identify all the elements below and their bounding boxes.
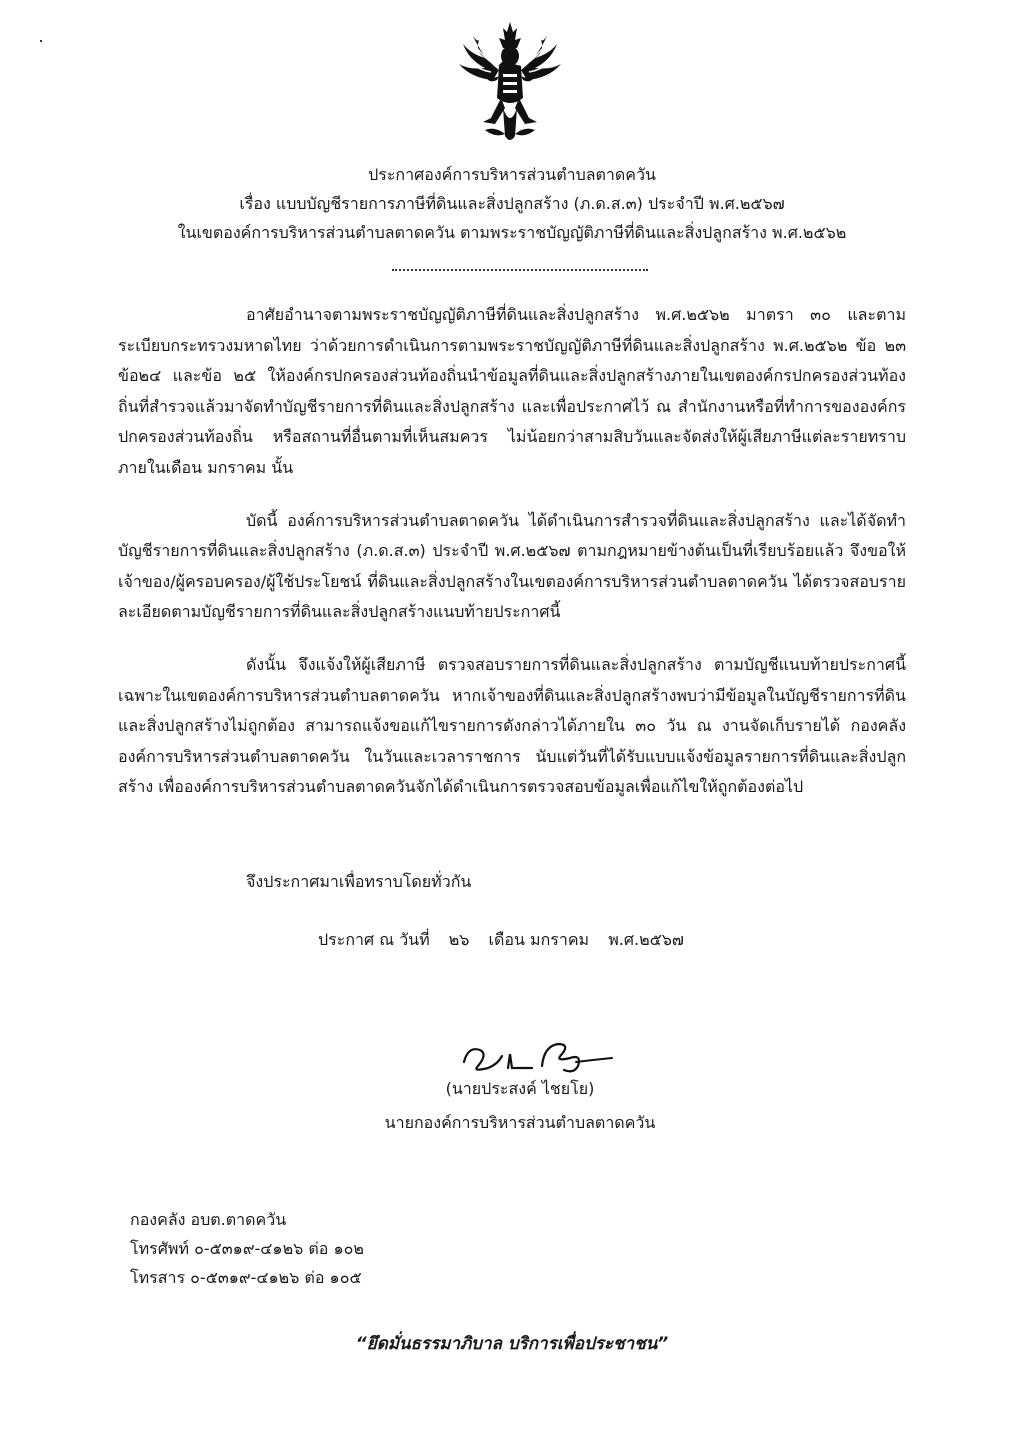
- contact-block: [130, 1205, 364, 1292]
- announcement-body: [118, 300, 906, 825]
- slogan: “ยึดมั่นธรรมาภิบาล บริการเพื่อประชาชน”: [355, 1334, 669, 1354]
- body-paragraph-3: ดังนั้น จึงแจ้งให้ผู้เสียภาษี ตรวจสอบรายการที่ดินและสิ่งปลูกสร้าง ตามบัญชีแนบท้ายประกาศนี้ เฉพาะในเขตองค์การบริหารส่วนตำบลตาดควัน หากเจ้าของที่ดินและสิ่งปลูกสร้างพบว่ามีข้อมูลในบัญชีรายการที่ดินและสิ่งปลูกสร้างไม่ถูกต้อง สามารถแจ้งขอแก้ไขรายการดังกล่าวได้ภายใน ๓๐ วัน ณ งานจัดเก็บรายได้ กองคลัง องค์การบริหารส่วนตำบลตาดควัน ในวันและเวลาราชการ นับแต่วันที่ได้รับแบบแจ้งข้อมูลรายการที่ดินและสิ่งปลูกสร้าง เพื่อองค์การบริหารส่วนตำบลตาดควันจักได้ดำเนินการตรวจสอบข้อมูลเพื่อแก้ไขให้ถูกต้องต่อไป: [118, 654, 906, 797]
- garuda-emblem-icon: [455, 18, 565, 148]
- scan-speck: [40, 40, 42, 42]
- body-paragraph-2: บัดนี้ องค์การบริหารส่วนตำบลตาดควัน ได้ดำเนินการสำรวจที่ดินและสิ่งปลูกสร้าง และได้จัดทำบัญชีรายการที่ดินและสิ่งปลูกสร้าง (ภ.ด.ส.๓) ประจำปี พ.ศ.๒๕๖๗ ตามกฎหมายข้างต้นเป็นที่เรียบร้อยแล้ว จึงขอให้เจ้าของ/ผู้ครอบครอง/ผู้ใช้ประโยชน์ ที่ดินและสิ่งปลูกสร้างในเขตองค์การบริหารส่วนตำบลตาดควัน ได้ตรวจสอบรายละเอียดตามบัญชีรายการที่ดินและสิ่งปลูกสร้างแนบท้ายประกาศนี้: [118, 510, 906, 622]
- contact-department: กองคลัง อบต.ตาดควัน: [130, 1210, 287, 1229]
- contact-phone: โทรศัพท์ ๐-๕๓๑๙-๔๑๒๖ ต่อ ๑๐๒: [130, 1239, 364, 1258]
- body-paragraph-1: อาศัยอำนาจตามพระราชบัญญัติภาษีที่ดินและสิ่งปลูกสร้าง พ.ศ.๒๕๖๒ มาตรา ๓๐ และตามระเบียบกระทรวงมหาดไทย ว่าด้วยการดำเนินการตามพระราชบัญญัติภาษีที่ดินและสิ่งปลูกสร้าง พ.ศ.๒๕๖๒ ข้อ ๒๓ ข้อ๒๔ และข้อ ๒๕ ให้องค์กรปกครองส่วนท้องถิ่นนำข้อมูลที่ดินและสิ่งปลูกสร้างภายในเขตองค์กรปกครองส่วนท้องถิ่นที่สำรวจแล้วมาจัดทำบัญชีรายการที่ดินและสิ่งปลูกสร้าง และเพื่อประกาศไว้ ณ สำนักงานหรือที่ทำการขององค์กรปกครองส่วนท้องถิ่น หรือสถานที่อื่นตามที่เห็นสมควร ไม่น้อยกว่าสามสิบวันและจัดส่งให้ผู้เสียภาษีแต่ละรายทราบภายในเดือน มกราคม นั้น: [118, 305, 906, 477]
- signer-block: [360, 1072, 680, 1140]
- closing-statement: จึงประกาศมาเพื่อทราบโดยทั่วกัน: [246, 872, 472, 891]
- date-prefix: ประกาศ ณ วันที่: [318, 930, 430, 949]
- subject-line: เรื่อง แบบบัญชีรายการภาษีที่ดินและสิ่งปลูกสร้าง (ภ.ด.ส.๓) ประจำปี พ.ศ.๒๕๖๗: [239, 194, 785, 213]
- date-year: พ.ศ.๒๕๖๗: [608, 930, 684, 949]
- date-month: เดือน มกราคม: [488, 930, 590, 949]
- signer-position: นายกองค์การบริหารส่วนตำบลตาดควัน: [384, 1113, 656, 1132]
- contact-fax: โทรสาร ๐-๕๓๑๙-๔๑๒๖ ต่อ ๑๐๕: [130, 1268, 362, 1287]
- date-day: ๒๖: [448, 930, 470, 949]
- scope-line: ในเขตองค์การบริหารส่วนตำบลตาดควัน ตามพระราชบัญญัติภาษีที่ดินและสิ่งปลูกสร้าง พ.ศ.๒๕๖๒: [177, 223, 847, 242]
- announcement-date: [318, 928, 698, 953]
- org-title: ประกาศองค์การบริหารส่วนตำบลตาดควัน: [368, 165, 656, 184]
- header-divider: [392, 269, 648, 271]
- signer-name: (นายประสงค์ ไชยโย): [445, 1079, 595, 1098]
- announcement-header: [100, 160, 924, 247]
